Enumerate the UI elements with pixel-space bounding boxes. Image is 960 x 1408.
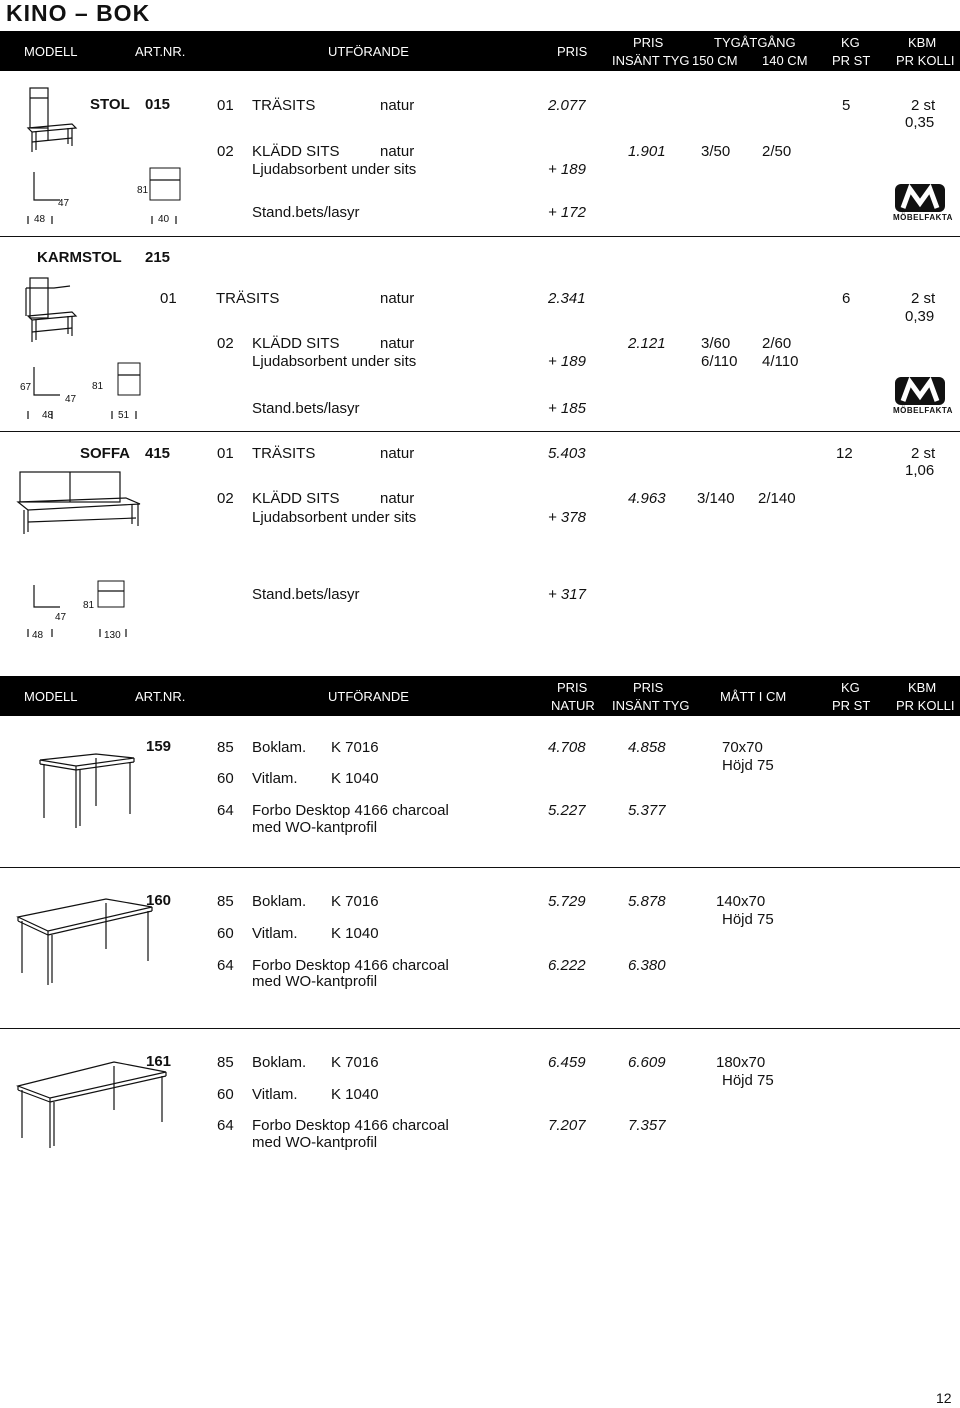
karmstol-r1-name: TRÄSITS [216,290,280,307]
t161-r3-code: 64 [217,1117,234,1134]
karmstol-r4-price: + 185 [548,400,586,417]
soffa-r2-finish: natur [380,490,415,507]
separator [0,1028,960,1029]
stol-r4-price: + 172 [548,204,586,221]
header-pris2-top: PRIS [633,35,664,50]
stol-r1-code: 01 [217,97,234,114]
stol-r1-price: 2.077 [548,97,586,114]
t159-r1-code: 85 [217,739,234,756]
karmstol-r3-price: + 189 [548,353,586,370]
t160-r1-p1: 5.729 [548,893,586,910]
karmstol-kbm1: 2 st [911,290,936,307]
stol-r3-price: + 189 [548,161,586,178]
sofa-drawing [14,468,154,538]
karmstol-r1-code: 01 [160,290,177,307]
t161-size: 180x70 [716,1054,766,1071]
soffa-kbm1: 2 st [911,445,936,462]
page-title: KINO – BOK [6,0,151,26]
soffa-r2-t150: 3/140 [697,490,735,507]
t161-r3-name: Forbo Desktop 4166 charcoal [252,1117,449,1134]
stol-dim-s: 40 [158,214,170,225]
t159-r2-k: K 1040 [331,770,379,787]
header-pris-top: PRIS [557,680,588,695]
header-pris-bot: NATUR [551,698,595,713]
t161-r2-code: 60 [217,1086,234,1103]
t160-r3-p2: 6.380 [628,957,666,974]
karmstol-r3-name: Ljudabsorbent under sits [252,353,417,370]
separator [0,431,960,432]
t159-r3-p2: 5.377 [628,802,666,819]
soffa-r2-name: KLÄDD SITS [252,490,340,507]
art-karmstol: 215 [145,249,171,266]
art-table-160: 160 [146,892,172,909]
header-pris2-bot: INSÄNT TYG [612,698,690,713]
header-kg-bot: PR ST [832,53,871,68]
stol-r1-name: TRÄSITS [252,97,316,114]
stol-kbm2: 0,35 [905,114,935,131]
header-pris: PRIS [557,44,588,59]
header-tyg-150: 150 CM [692,53,738,68]
karmstol-kg: 6 [842,290,851,307]
stol-r3-name: Ljudabsorbent under sits [252,161,417,178]
t159-r2-code: 60 [217,770,234,787]
soffa-r2-code: 02 [217,490,234,507]
soffa-r1-finish: natur [380,445,415,462]
soffa-r1-code: 01 [217,445,234,462]
t160-r3-p1: 6.222 [548,957,586,974]
soffa-r1-name: TRÄSITS [252,445,316,462]
stol-r2-name: KLÄDD SITS [252,143,340,160]
stol-r2-price-tyg: 1.901 [628,143,666,160]
header-kg: KG [841,35,860,50]
t160-r2-code: 60 [217,925,234,942]
header-utforande: UTFÖRANDE [328,44,409,59]
table-161-drawing [14,1058,170,1150]
separator [0,867,960,868]
karmstol-r1-finish: natur [380,290,415,307]
t160-r3-code: 64 [217,957,234,974]
soffa-dim-d: 47 [55,612,67,623]
t159-r1-p2: 4.858 [628,739,666,756]
karmstol-dim-h: 81 [92,381,104,392]
soffa-r4-price: + 317 [548,586,586,603]
t161-r1-name: Boklam. [252,1054,307,1071]
t159-r3-name: Forbo Desktop 4166 charcoal [252,802,449,819]
t161-r3-p1: 7.207 [548,1117,586,1134]
table-header-chairs [0,31,960,71]
t161-r2-name: Vitlam. [252,1086,298,1103]
armchair-drawing [20,272,90,344]
t160-r1-p2: 5.878 [628,893,666,910]
stol-kbm1: 2 st [911,97,936,114]
t159-r1-p1: 4.708 [548,739,586,756]
karmstol-r2-name: KLÄDD SITS [252,335,340,352]
mobelfakta-icon [893,183,947,213]
stol-kg: 5 [842,97,851,114]
t161-r2-k: K 1040 [331,1086,379,1103]
t161-r1-k: K 7016 [331,1054,379,1071]
t161-r1-p1: 6.459 [548,1054,586,1071]
header-tyg-140: 140 CM [762,53,808,68]
stol-r2-t150: 3/50 [701,143,731,160]
stol-r2-t140: 2/50 [762,143,792,160]
karmstol-dim-s: 51 [118,410,130,421]
t159-r2-name: Vitlam. [252,770,298,787]
stol-dim-d: 47 [58,198,70,209]
header-artnr: ART.NR. [135,689,186,704]
karmstol-dim-w: 48 [42,410,54,421]
art-soffa: 415 [145,445,171,462]
t159-r1-name: Boklam. [252,739,307,756]
header-modell: MODELL [24,689,78,704]
t159-r1-k: K 7016 [331,739,379,756]
t159-r3-code: 64 [217,802,234,819]
table-header-tables [0,676,960,716]
model-name-soffa: SOFFA [80,445,131,462]
t161-r4-name: med WO-kantprofil [252,1134,378,1151]
stol-r1-finish: natur [380,97,415,114]
header-kbm: KBM [908,680,937,695]
karmstol-r4-name: Stand.bets/lasyr [252,400,360,417]
header-artnr: ART.NR. [135,44,186,59]
t160-height: Höjd 75 [722,911,774,928]
soffa-dim-s: 130 [104,630,121,641]
header-modell: MODELL [24,44,78,59]
karmstol-r3-t150: 6/110 [701,353,738,370]
stol-r4-name: Stand.bets/lasyr [252,204,360,221]
soffa-r2-price-tyg: 4.963 [628,490,666,507]
karmstol-r3-t140: 4/110 [762,353,799,370]
model-name-stol: STOL [90,96,130,113]
header-tygatgang: TYGÅTGÅNG [714,35,796,50]
t160-r2-name: Vitlam. [252,925,298,942]
soffa-r1-price: 5.403 [548,445,586,462]
soffa-r2-t140: 2/140 [758,490,796,507]
soffa-r4-name: Stand.bets/lasyr [252,586,360,603]
t160-r3-name: Forbo Desktop 4166 charcoal [252,957,449,974]
header-kbm-bot: PR KOLLI [896,53,955,68]
t159-size: 70x70 [722,739,763,756]
stol-dim-w: 48 [34,214,46,225]
t161-r1-p2: 6.609 [628,1054,666,1071]
separator [0,236,960,237]
header-pris2-bot: INSÄNT TYG [612,53,690,68]
stol-r2-finish: natur [380,143,415,160]
t161-height: Höjd 75 [722,1072,774,1089]
t161-r3-p2: 7.357 [628,1117,666,1134]
karmstol-kbm2: 0,39 [905,308,935,325]
t161-r1-code: 85 [217,1054,234,1071]
model-name-karmstol: KARMSTOL [37,249,122,266]
t160-r1-k: K 7016 [331,893,379,910]
soffa-r3-price: + 378 [548,509,586,526]
soffa-dim-h: 81 [83,600,95,611]
mobelfakta-logo: MÖBELFAKTA [893,183,947,218]
header-kg-bot: PR ST [832,698,871,713]
mobelfakta-logo: MÖBELFAKTA [893,376,947,411]
karmstol-r2-code: 02 [217,335,234,352]
mobelfakta-icon [893,376,947,406]
t159-r4-name: med WO-kantprofil [252,819,378,836]
t160-r2-k: K 1040 [331,925,379,942]
karmstol-dim-a: 67 [20,382,32,393]
stol-dim-h: 81 [137,185,149,196]
t160-r1-code: 85 [217,893,234,910]
page-number: 12 [936,1390,952,1406]
header-kbm-bot: PR KOLLI [896,698,955,713]
art-table-161: 161 [146,1053,172,1070]
karmstol-r2-finish: natur [380,335,415,352]
soffa-kg: 12 [836,445,853,462]
t159-r3-p1: 5.227 [548,802,586,819]
t159-height: Höjd 75 [722,757,774,774]
header-utforande: UTFÖRANDE [328,689,409,704]
chair-drawing [20,84,84,154]
table-159-drawing [36,748,138,830]
header-matt: MÅTT I CM [720,689,787,704]
soffa-dim-w: 48 [32,630,44,641]
header-kg: KG [841,680,860,695]
art-stol: 015 [145,96,171,113]
karmstol-r2-t150: 3/60 [701,335,731,352]
header-pris2-top: PRIS [633,680,664,695]
karmstol-r2-price-tyg: 2.121 [628,335,666,352]
soffa-kbm2: 1,06 [905,462,935,479]
t160-r1-name: Boklam. [252,893,307,910]
header-kbm: KBM [908,35,937,50]
soffa-r3-name: Ljudabsorbent under sits [252,509,417,526]
karmstol-r1-price: 2.341 [548,290,586,307]
t160-r4-name: med WO-kantprofil [252,973,378,990]
karmstol-r2-t140: 2/60 [762,335,792,352]
karmstol-dim-d: 47 [65,394,77,405]
stol-r2-code: 02 [217,143,234,160]
t160-size: 140x70 [716,893,766,910]
art-table-159: 159 [146,738,172,755]
table-160-drawing [14,895,156,987]
